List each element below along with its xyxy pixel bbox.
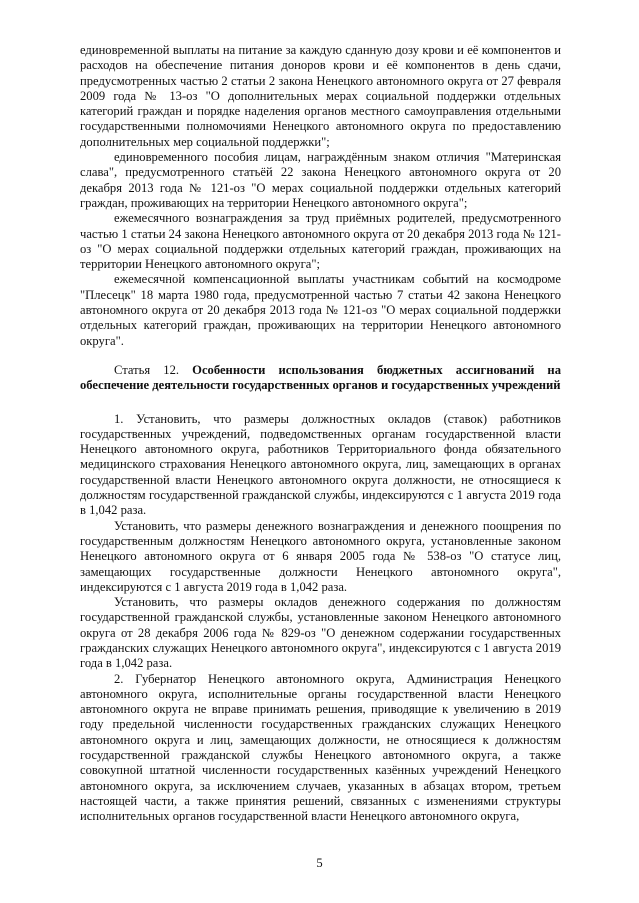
paragraph-maternal-glory: единовременного пособия лицам, награждённым знаком отличия "Материнская слава", предусмотренного статьёй 22 закона Ненецкого автономного округа от 20 декабря 2013 года № 121-оз "О мерах социальной поддержки отдельных категорий граждан, проживающих на территории Ненецкого автономного округа"; <box>80 150 561 210</box>
paragraph-reward-indexation: Установить, что размеры денежного вознаграждения и денежного поощрения по государственным должностям Ненецкого автономного округа, установленные законом Ненецкого автономного округа от 6 января 2005 года № 538-оз "О статусе лиц, замещающих государственные должности Ненецкого автономного округа", индексируются с 1 августа 2019 года в 1,042 раза. <box>80 518 561 594</box>
spacer <box>80 349 561 363</box>
paragraph-foster-parents: ежемесячного вознаграждения за труд приёмных родителей, предусмотренного частью 1 статьи 24 закона Ненецкого автономного округа от 20 декабря 2013 года № 121-оз "О мерах социальной поддержки отдельных категорий граждан, проживающих на территории Ненецкого автономного округа"; <box>80 211 561 272</box>
article-heading <box>80 363 561 394</box>
paragraph-salary-indexation: 1. Установить, что размеры должностных окладов (ставок) работников государственных учреждений, подведомственных органам государственной власти Ненецкого автономного округа, работников Территориального фонда обязательного медицинского страхования Ненецкого автономного округа, лиц, замещающих в органах государственной власти Ненецкого автономного округа должности, не относящиеся к должностям государственной гражданской службы, индексируются с 1 августа 2019 года в 1,042 раза. <box>80 411 561 518</box>
paragraph-donor-meals: единовременной выплаты на питание за каждую сданную дозу крови и её компонентов и расходов на обеспечение питания доноров крови и её компонентов в день сдачи, предусмотренных частью 2 статьи 2 закона Ненецкого автономного округа от 27 февраля 2009 года № 13-оз "О дополнительных мерах социальной поддержки отдельных категорий граждан и порядке наделения органов местного самоуправления отдельными государственными полномочиями Ненецкого автономного округа по предоставлению дополнительных мер социальной поддержки"; <box>80 43 561 149</box>
paragraph-plesetsk: ежемесячной компенсационной выплаты участникам событий на космодроме "Плесецк" 18 марта 1980 года, предусмотренной частью 7 статьи 42 закона Ненецкого автономного округа от 20 декабря 2013 года № 121-оз "О мерах социальной поддержки отдельных категорий граждан, проживающих на территории Ненецкого автономного округа". <box>80 272 561 348</box>
paragraph-staff-limits: 2. Губернатор Ненецкого автономного округа, Администрация Ненецкого автономного округа, исполнительные органы государственной власти Ненецкого автономного округа не вправе принимать решения, приводящие к увеличению в 2019 году предельной численности государственных гражданских служащих Ненецкого автономного округа и лиц, замещающих должности, не относящиеся к должностям государственной гражданской службы Ненецкого автономного округа, а также совокупной штатной численности государственных казённых учреждений Ненецкого автономного округа, за исключением случаев, указанных в абзацах втором, третьем настоящей части, а также принятия решений, связанных с изменениями структуры исполнительных органов государственной власти Ненецкого автономного округа, <box>80 671 561 824</box>
spacer <box>80 394 561 412</box>
article-label: Статья 12. <box>114 362 180 377</box>
document-body <box>80 43 561 825</box>
article-title: Особенности использования бюджетных ассигнований на обеспечение деятельности государственных органов и государственных учреждений <box>80 362 561 393</box>
paragraph-civil-service-indexation: Установить, что размеры окладов денежного содержания по должностям государственной гражданской службы, установленные законом Ненецкого автономного округа от 28 декабря 2006 года № 829-оз "О денежном содержании государственных гражданских служащих Ненецкого автономного округа", индексируются с 1 августа 2019 года в 1,042 раза. <box>80 595 561 671</box>
page-number: 5 <box>316 856 323 870</box>
